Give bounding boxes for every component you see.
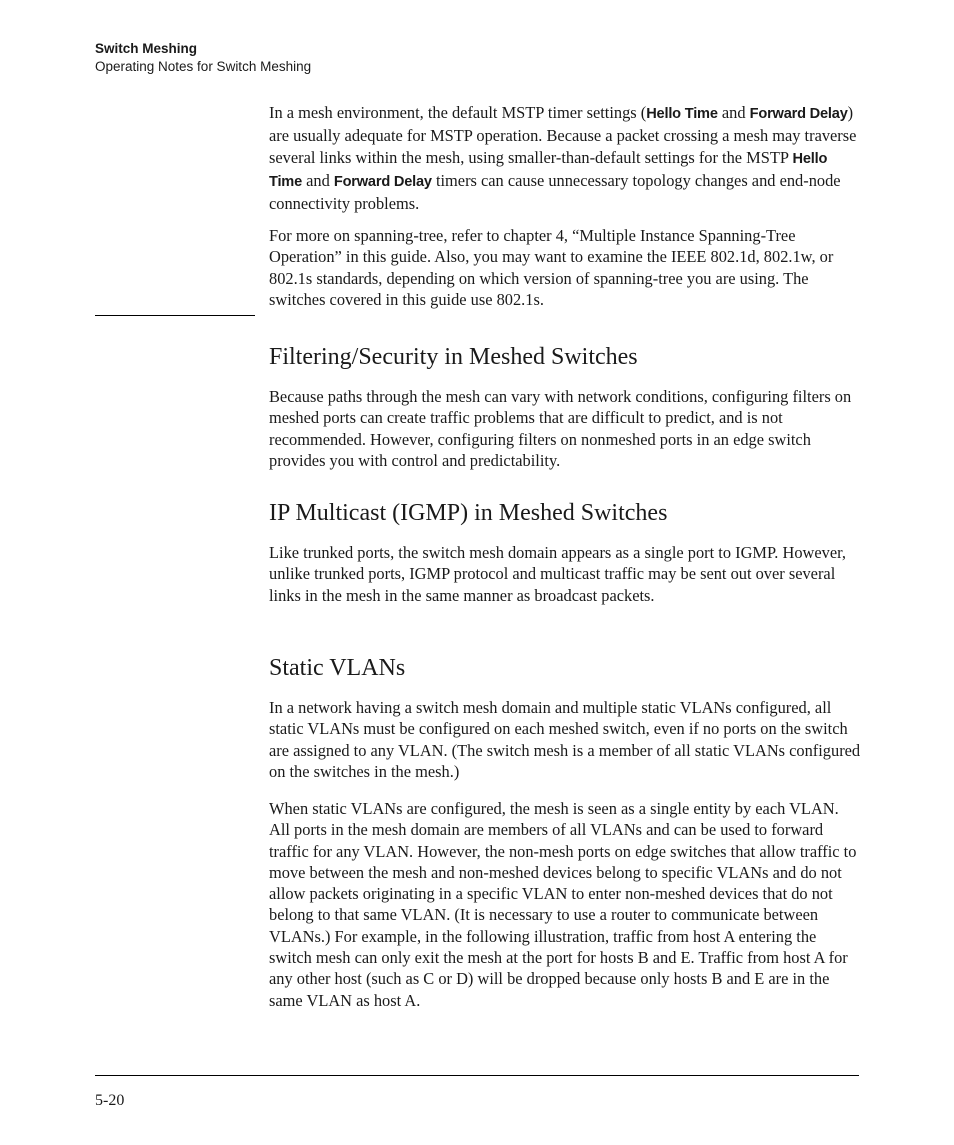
chapter-title: Switch Meshing <box>95 41 198 56</box>
text-run: and <box>302 170 334 190</box>
running-head <box>95 40 311 76</box>
section-title: Operating Notes for Switch Meshing <box>95 59 312 74</box>
intro-paragraph-1 <box>269 102 861 214</box>
page-number: 5-20 <box>95 1092 125 1109</box>
vlans-paragraph-2 <box>269 798 861 1011</box>
vlans-paragraph-1 <box>269 697 861 782</box>
paragraph: Because paths through the mesh can vary with network conditions, configuring filters on meshed ports can create traffic problems that are difficult to predict, and is not recommended. However, configuring filters on nonmeshed ports in an edge switch provides you with control and predictability. <box>269 387 852 470</box>
igmp-paragraph <box>269 542 861 606</box>
paragraph: In a network having a switch mesh domain and multiple static VLANs configured, all static VLANs must be configured on each meshed switch, even if no ports on the switch are assigned to any VLAN. (The switch mesh is a member of all static VLANs configured on the switches in the mesh.) <box>269 698 861 781</box>
keyword-forward-delay: Forward Delay <box>333 173 432 190</box>
footer-rule <box>95 1075 859 1076</box>
paragraph: When static VLANs are configured, the mesh is seen as a single entity by each VLAN. All ports in the mesh domain are members of all VLANs and can be used to forward traffic for any VLAN. However, the non-mesh ports on edge switches that allow traffic to move between the mesh and non-meshed devices belong to specific VLANs and do not allow packets originating in a specific VLAN to enter non-meshed devices that do not belong to that same VLAN. (It is necessary to use a router to communicate between VLANs.) For example, in the following illustration, traffic from host A entering the switch mesh can only exit the mesh at the port for hosts B and E. Traffic from host A for any other host (such as C or D) will be dropped because only hosts B and E are in the same VLAN as host A. <box>269 799 857 1010</box>
section-divider <box>95 315 255 316</box>
text-run: In a mesh environment, the default MSTP timer settings ( <box>269 103 647 122</box>
text-run: timers can cause unnecessary topology changes and end-node connectivity problems. <box>269 170 841 214</box>
section-heading: IP Multicast (IGMP) in Meshed Switches <box>269 500 668 526</box>
vlans-section <box>269 654 861 682</box>
section-heading: Filtering/Security in Meshed Switches <box>269 344 638 370</box>
intro-paragraph-2 <box>269 225 861 310</box>
text-run: ) are usually adequate for MSTP operation. Because a packet crossing a mesh may traverse several links within the mesh, using smaller-than-default settings for the MSTP <box>269 103 857 167</box>
igmp-section <box>269 499 861 527</box>
keyword-forward-delay: Forward Delay <box>749 106 848 122</box>
paragraph: Like trunked ports, the switch mesh domain appears as a single port to IGMP. However, unlike trunked ports, IGMP protocol and multicast traffic may be sent out over several links in the mesh in the same manner as broadcast packets. <box>269 543 846 605</box>
filtering-paragraph <box>269 386 861 471</box>
paragraph: For more on spanning-tree, refer to chapter 4, “Multiple Instance Spanning-Tree Operation” in this guide. Also, you may want to examine the IEEE 802.1d, 802.1w, or 802.1s standards, depending on which version of spanning-tree you are using. The switches covered in this guide use 802.1s. <box>269 226 834 309</box>
keyword-hello-time: Hello Time <box>269 150 828 190</box>
filtering-section <box>269 343 861 371</box>
section-heading: Static VLANs <box>269 655 406 681</box>
text-run: and <box>717 103 750 122</box>
keyword-hello-time: Hello Time <box>646 106 718 122</box>
